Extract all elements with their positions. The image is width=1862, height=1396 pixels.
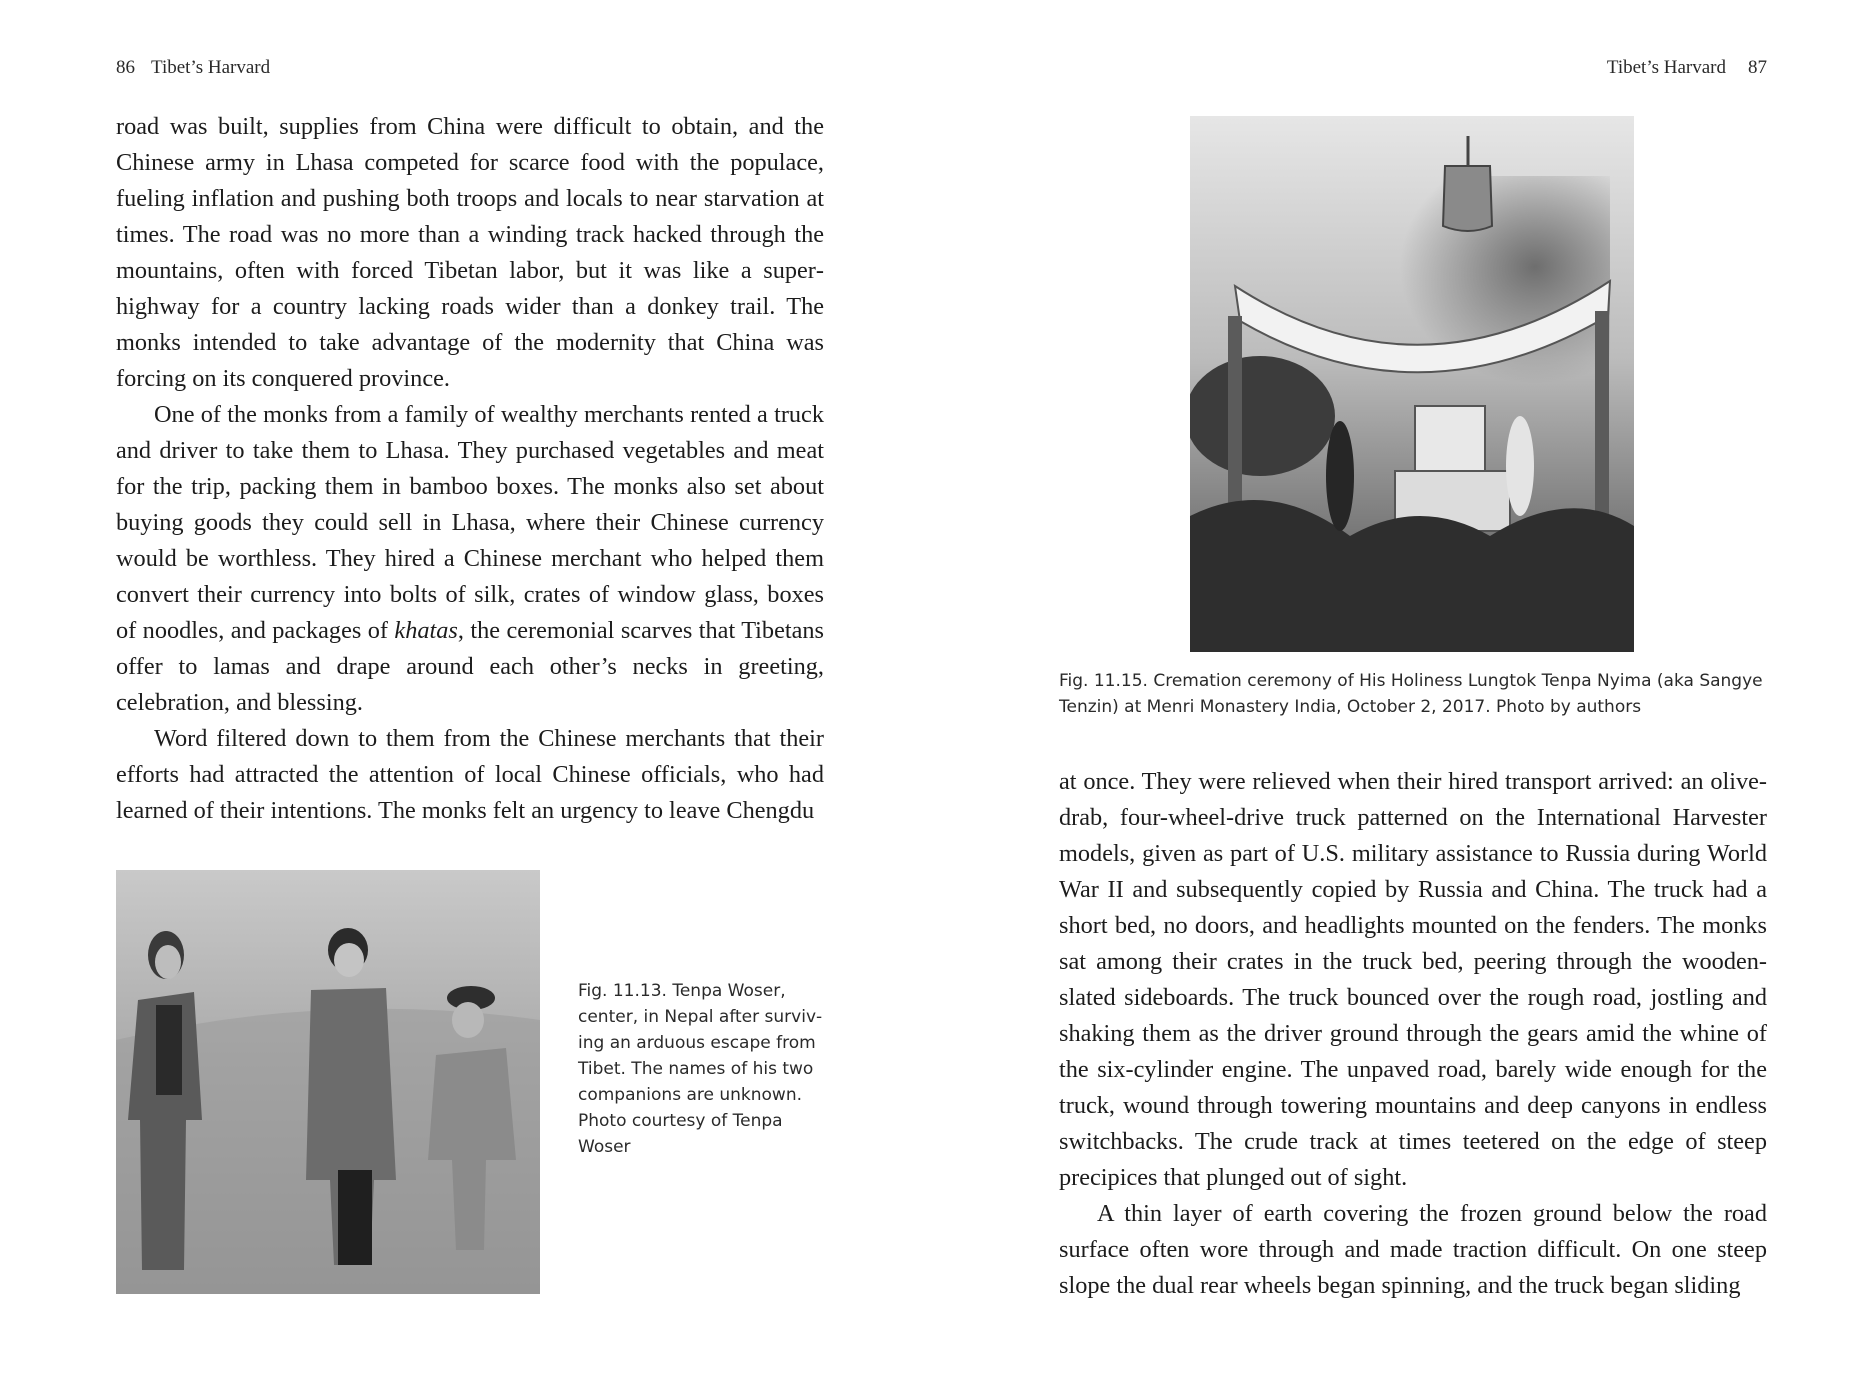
page-number: 86 bbox=[116, 57, 135, 78]
photo-cremation-ceremony-image bbox=[1190, 116, 1634, 652]
right-page bbox=[931, 0, 1862, 1396]
paragraph: A thin layer of earth covering the frozen ground below the road surface often wore through and made traction difficult. On one steep slope the dual rear wheels began spinning, and the truck began sliding bbox=[1059, 1200, 1767, 1299]
running-head-title: Tibet’s Harvard bbox=[151, 57, 271, 78]
running-head-right bbox=[1607, 56, 1767, 80]
photo-three-men bbox=[116, 870, 540, 1294]
paragraph-text: One of the monks from a family of wealthy merchants rented a truck and driver to take them to Lhasa. They purchased vegetables and meat for the trip, packing them in bamboo boxes. The monks also set about buying goods they could sell in Lhasa, where their Chinese currency would be worthless. They hired a Chinese merchant who helped them convert their currency into bolts of silk, crates of window glass, boxes of noodles, and packages of bbox=[116, 401, 824, 644]
page-number: 87 bbox=[1748, 57, 1767, 78]
figure-caption-left: Fig. 11.13. Tenpa Woser, center, in Nepal after surviving an arduous escape from Tibet. The names of his two companions are unknown. Photo courtesy of Tenpa Woser bbox=[578, 981, 823, 1157]
paragraph: road was built, supplies from China were difficult to obtain, and the Chinese army in Lhasa competed for scarce food with the populace, fueling inflation and pushing both troops and locals to near starvation at times. The road was no more than a winding track hacked through the mountains, often with forced Tibetan labor, but it was like a superhighway for a country lacking roads wider than a donkey trail. The monks intended to take advantage of the modernity that China was forcing on its conquered province. bbox=[116, 113, 824, 392]
paragraph: at once. They were relieved when their hired transport arrived: an olive-drab, four-wheel-drive truck patterned on the International Harvester models, given as part of U.S. military assistance to Russia during World War II and subsequently copied by Russia and China. The truck had a short bed, no doors, and headlights mounted on the fenders. The monks sat among their crates in the truck bed, peering through the wooden-slated sideboards. The truck bounced over the rough road, jostling and shaking them as the driver ground through the gears amid the whine of the six-cylinder engine. The unpaved road, barely wide enough for the truck, wound through towering mountains and deep canyons in endless switchbacks. The crude track at times teetered on the edge of steep precipices that plunged out of sight. bbox=[1059, 768, 1767, 1191]
photo-cremation-ceremony bbox=[1190, 116, 1634, 652]
running-head-left bbox=[116, 56, 270, 80]
paragraph-text: , the ceremonial scarves that Tibetans offer to lamas and drape around each other’s necks in greeting, celebration, and blessing. bbox=[116, 617, 824, 716]
body-text-right bbox=[1059, 764, 1767, 1304]
photo-three-men-image bbox=[116, 870, 540, 1294]
italic-term: khatas bbox=[394, 617, 458, 644]
body-text-left bbox=[116, 109, 824, 829]
running-head-title: Tibet’s Harvard bbox=[1606, 57, 1726, 78]
paragraph: Word filtered down to them from the Chinese merchants that their efforts had attracted the attention of local Chinese officials, who had learned of their intentions. The monks felt an urgency to leave Chengdu bbox=[116, 725, 824, 824]
figure-caption-right: Fig. 11.15. Cremation ceremony of His Holiness Lungtok Tenpa Nyima (aka Sangye Tenzin) at Menri Monastery India, October 2, 2017. Photo by authors bbox=[1059, 671, 1763, 717]
paragraph bbox=[116, 397, 824, 721]
